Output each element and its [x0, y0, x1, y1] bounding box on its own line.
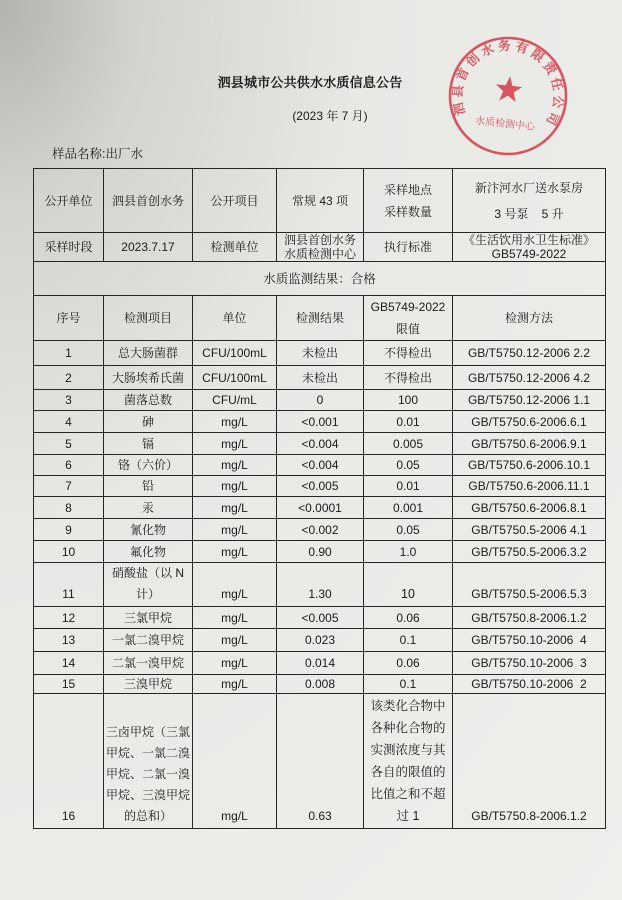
test-result-cell	[277, 411, 364, 433]
test-item-cell	[104, 629, 193, 652]
limit-value: 1.0	[399, 544, 417, 559]
seal-org: 泗县首创水务有限责任公司	[449, 37, 567, 128]
table-row	[34, 433, 606, 455]
test-method-cell	[453, 675, 606, 694]
row-number-cell	[34, 411, 104, 433]
unit-cell	[193, 607, 277, 629]
limit-standard: GB5749-2022	[370, 300, 446, 314]
test-item: 铬（六价）	[117, 458, 178, 472]
limit-value: 0.06	[396, 610, 420, 625]
unit: mg/L	[221, 458, 248, 472]
info-row-period	[34, 233, 606, 262]
test-result: <0.002	[301, 522, 339, 537]
test-item-cell	[104, 497, 193, 519]
test-method: GB/T5750.8-2006.1.2	[471, 610, 587, 625]
row-number-cell	[34, 390, 104, 411]
water-quality-table	[33, 168, 606, 829]
limit-value-cell	[364, 390, 453, 411]
test-item-cell	[104, 341, 193, 366]
test-result: <0.004	[301, 436, 339, 451]
test-item: 砷	[141, 414, 154, 429]
row-number: 11	[62, 587, 75, 601]
row-number: 1	[65, 346, 72, 360]
monitoring-result: 水质监测结果：合格	[34, 262, 606, 296]
test-result: <0.001	[301, 414, 339, 429]
period-value: 2023.7.17	[104, 233, 193, 262]
test-result-cell	[277, 652, 364, 675]
limit-value: 0.001	[392, 500, 424, 515]
table-row	[34, 607, 606, 629]
lab-line: 水质检测中心	[283, 247, 356, 261]
star-icon	[494, 75, 523, 103]
test-method-cell	[453, 652, 606, 675]
unit: mg/L	[221, 500, 248, 515]
table-row	[34, 652, 606, 675]
unit-cell	[193, 390, 277, 411]
test-result-cell	[277, 629, 364, 652]
table-row	[34, 341, 606, 366]
test-item-cell	[104, 541, 193, 563]
row-number-cell	[34, 675, 104, 694]
test-method-cell	[453, 607, 606, 629]
limit-value: 不得检出	[383, 346, 432, 360]
test-method: GB/T5750.10-2006 4	[471, 633, 587, 647]
unit: CFU/100mL	[202, 346, 267, 360]
test-method-cell	[453, 476, 606, 497]
limit-value: 0.06	[396, 656, 420, 670]
row-number: 6	[65, 458, 72, 472]
limit-value-cell	[364, 497, 453, 519]
unit-cell	[193, 341, 277, 366]
test-item-cell	[104, 694, 193, 829]
unit: mg/L	[221, 436, 248, 451]
limit-value: 0.05	[396, 458, 420, 472]
limit-value: 该类化合物中各种化合物的实测浓度与其各自的限值的比值之和不超过 1	[370, 699, 446, 823]
test-method: GB/T5750.5-2006 4.1	[471, 522, 587, 537]
row-number: 10	[61, 544, 76, 559]
test-result-cell	[277, 541, 364, 563]
limit-value-cell	[364, 563, 453, 607]
test-method: GB/T5750.6-2006.10.1	[467, 458, 591, 472]
test-item: 汞	[141, 500, 154, 515]
row-number-cell	[34, 541, 104, 563]
limit-value-cell	[364, 455, 453, 476]
row-number: 13	[61, 633, 76, 647]
result-row	[34, 262, 606, 296]
standard-name: 《生活饮用水卫生标准》	[462, 233, 595, 247]
row-number-cell	[34, 694, 104, 829]
unit-cell	[193, 519, 277, 541]
publisher-label: 公开单位	[34, 169, 104, 233]
unit: CFU/mL	[212, 393, 257, 407]
scope-label: 公开项目	[193, 169, 277, 233]
test-method: GB/T5750.6-2006.6.1	[471, 414, 587, 429]
test-result-cell	[277, 476, 364, 497]
test-result-cell	[277, 563, 364, 607]
unit-cell	[193, 563, 277, 607]
col-header-method: 检测方法	[453, 296, 606, 341]
test-item: 硝酸盐（以 N 计）	[111, 566, 184, 601]
limit-label: 限值	[395, 322, 420, 336]
unit-cell	[193, 411, 277, 433]
test-item: 三氯甲烷	[123, 610, 172, 625]
period-label: 采样时段	[34, 233, 104, 262]
site-label: 采样地点	[383, 182, 432, 197]
col-header-result: 检测结果	[277, 296, 364, 341]
seal-stamp	[440, 28, 576, 164]
row-number-cell	[34, 341, 104, 366]
unit: mg/L	[221, 633, 248, 647]
test-result-cell	[277, 390, 364, 411]
row-number-cell	[34, 607, 104, 629]
seal-dept: 水质检测中心	[474, 115, 536, 133]
test-result-cell	[277, 455, 364, 476]
table-row	[34, 411, 606, 433]
test-method-cell	[453, 629, 606, 652]
test-item-cell	[104, 652, 193, 675]
test-result: <0.005	[301, 610, 339, 625]
document-title: 泗县城市公共供水水质信息公告	[217, 75, 403, 90]
info-row-publisher	[34, 169, 606, 233]
test-result: 0.63	[308, 809, 332, 823]
row-number-cell	[34, 455, 104, 476]
test-item-cell	[104, 563, 193, 607]
unit-cell	[193, 433, 277, 455]
test-result-cell	[277, 497, 364, 519]
test-method-cell	[453, 455, 606, 476]
test-result: 0.014	[304, 656, 336, 670]
table-header	[34, 296, 606, 341]
test-result: 未检出	[301, 370, 338, 385]
limit-value: 0.005	[392, 436, 424, 451]
unit: mg/L	[221, 414, 248, 429]
test-item-cell	[104, 607, 193, 629]
row-number-cell	[34, 652, 104, 675]
site-quantity-labels	[364, 169, 453, 233]
unit: mg/L	[221, 677, 248, 691]
table-row	[34, 563, 606, 607]
table-row	[34, 497, 606, 519]
lab-value	[277, 233, 364, 262]
limit-value: 0.01	[396, 479, 420, 493]
unit-cell	[193, 629, 277, 652]
test-method: GB/T5750.12-2006 1.1	[467, 393, 591, 407]
test-item: 大肠埃希氏菌	[111, 370, 184, 385]
test-method: GB/T5750.5-2006.3.2	[471, 544, 587, 559]
test-item-cell	[104, 433, 193, 455]
test-item-cell	[104, 411, 193, 433]
test-method-cell	[453, 390, 606, 411]
limit-value-cell	[364, 341, 453, 366]
test-result: <0.005	[301, 479, 339, 493]
test-method: GB/T5750.10-2006 3	[471, 656, 587, 670]
limit-value: 100	[397, 393, 419, 407]
test-method: GB/T5750.8-2006.1.2	[471, 809, 587, 823]
row-number-cell	[34, 519, 104, 541]
row-number: 8	[65, 500, 72, 515]
test-result-cell	[277, 433, 364, 455]
document-period: (2023 年 7 月)	[292, 109, 368, 123]
test-method: GB/T5750.6-2006.8.1	[471, 500, 587, 515]
limit-value: 0.1	[399, 677, 417, 691]
sample-name: 样品名称:出厂水	[52, 147, 143, 161]
test-method-cell	[453, 366, 606, 390]
test-item: 镉	[141, 436, 154, 451]
unit: mg/L	[221, 656, 248, 670]
test-result: 1.30	[308, 587, 332, 601]
test-result-cell	[277, 519, 364, 541]
test-method: GB/T5750.12-2006 2.2	[467, 346, 591, 360]
site-value: 新汴河水厂送水泵房	[474, 180, 583, 195]
test-method-cell	[453, 411, 606, 433]
row-number: 15	[61, 677, 76, 691]
limit-value: 10	[401, 587, 415, 601]
quantity-value: 3 号泵 5 升	[494, 206, 564, 221]
unit-cell	[193, 652, 277, 675]
lab-line: 泗县首创水务	[283, 233, 356, 247]
unit: mg/L	[221, 610, 248, 625]
test-item-cell	[104, 519, 193, 541]
limit-value-cell	[364, 652, 453, 675]
test-method: GB/T5750.6-2006.11.1	[468, 479, 590, 493]
unit-cell	[193, 476, 277, 497]
test-method-cell	[453, 341, 606, 366]
test-method-cell	[453, 497, 606, 519]
row-number-cell	[34, 497, 104, 519]
unit: mg/L	[221, 544, 248, 559]
row-number: 14	[61, 656, 76, 670]
test-method-cell	[453, 541, 606, 563]
col-header-item: 检测项目	[104, 296, 193, 341]
limit-value-cell	[364, 541, 453, 563]
limit-value: 不得检出	[383, 370, 432, 385]
limit-value-cell	[364, 519, 453, 541]
test-result: 0.90	[308, 544, 332, 559]
row-number: 12	[61, 610, 76, 625]
unit-cell	[193, 694, 277, 829]
table-row	[34, 694, 606, 829]
test-method: GB/T5750.10-2006 2	[471, 677, 587, 691]
limit-value-cell	[364, 433, 453, 455]
row-number: 4	[65, 414, 72, 429]
test-result-cell	[277, 341, 364, 366]
test-result: 未检出	[301, 346, 338, 360]
test-item: 总大肠菌群	[117, 346, 178, 360]
limit-value: 0.1	[399, 633, 417, 647]
row-number-cell	[34, 629, 104, 652]
table-row	[34, 476, 606, 497]
table-row	[34, 519, 606, 541]
col-header-no: 序号	[34, 296, 104, 341]
test-result: 0	[316, 393, 324, 407]
test-item-cell	[104, 390, 193, 411]
table-row	[34, 366, 606, 390]
unit-cell	[193, 541, 277, 563]
test-item-cell	[104, 675, 193, 694]
test-result: <0.0001	[298, 500, 342, 515]
test-method: GB/T5750.12-2006 4.2	[467, 370, 591, 385]
test-method-cell	[453, 433, 606, 455]
row-number-cell	[34, 563, 104, 607]
test-item: 二氯一溴甲烷	[111, 656, 184, 670]
standard-value	[453, 233, 606, 262]
publisher-value: 泗县首创水务	[104, 169, 193, 233]
table-row	[34, 629, 606, 652]
site-quantity-values	[453, 169, 606, 233]
limit-value: 0.05	[396, 522, 420, 537]
standard-code: GB5749-2022	[491, 247, 567, 261]
row-number-cell	[34, 366, 104, 390]
unit: mg/L	[221, 479, 248, 493]
test-result-cell	[277, 694, 364, 829]
standard-label: 执行标准	[364, 233, 453, 262]
col-header-unit: 单位	[193, 296, 277, 341]
test-item: 三溴甲烷	[123, 677, 172, 691]
table-row	[34, 541, 606, 563]
scope-value: 常规 43 项	[277, 169, 364, 233]
row-number-cell	[34, 476, 104, 497]
table-body	[34, 341, 606, 829]
test-item: 氟化物	[129, 544, 166, 559]
limit-value-cell	[364, 476, 453, 497]
row-number: 5	[65, 436, 72, 451]
limit-value-cell	[364, 675, 453, 694]
unit-cell	[193, 455, 277, 476]
table-row	[34, 455, 606, 476]
test-item: 一氯二溴甲烷	[111, 633, 184, 647]
row-number: 3	[65, 393, 72, 407]
test-result-cell	[277, 675, 364, 694]
unit: mg/L	[221, 587, 248, 601]
unit-cell	[193, 497, 277, 519]
limit-value-cell	[364, 694, 453, 829]
test-method: GB/T5750.5-2006.5.3	[471, 587, 587, 601]
test-item: 三卤甲烷（三氯甲烷、一氯二溴甲烷、二氯一溴甲烷、三溴甲烷的总和）	[106, 725, 191, 823]
unit-cell	[193, 675, 277, 694]
unit: CFU/100mL	[202, 370, 267, 385]
limit-value: 0.01	[396, 414, 420, 429]
test-item-cell	[104, 366, 193, 390]
row-number: 7	[65, 479, 72, 493]
quantity-label: 采样数量	[383, 204, 432, 219]
table-row	[34, 390, 606, 411]
test-item: 铅	[141, 479, 154, 493]
test-item: 菌落总数	[123, 393, 172, 407]
table-row	[34, 675, 606, 694]
unit: mg/L	[221, 809, 248, 823]
limit-value-cell	[364, 629, 453, 652]
unit-cell	[193, 366, 277, 390]
test-item-cell	[104, 455, 193, 476]
test-item-cell	[104, 476, 193, 497]
test-method: GB/T5750.6-2006.9.1	[471, 436, 587, 451]
test-method-cell	[453, 563, 606, 607]
row-number: 9	[65, 522, 72, 537]
test-result-cell	[277, 366, 364, 390]
test-result: 0.023	[304, 633, 336, 647]
test-method-cell	[453, 694, 606, 829]
lab-label: 检测单位	[193, 233, 277, 262]
row-number: 16	[61, 809, 76, 823]
row-number: 2	[65, 370, 72, 385]
test-result: <0.004	[301, 458, 339, 472]
test-method-cell	[453, 519, 606, 541]
limit-value-cell	[364, 366, 453, 390]
test-result: 0.008	[304, 677, 336, 691]
unit: mg/L	[221, 522, 248, 537]
row-number-cell	[34, 433, 104, 455]
limit-value-cell	[364, 607, 453, 629]
limit-value-cell	[364, 411, 453, 433]
test-item: 氰化物	[129, 522, 166, 537]
test-result-cell	[277, 607, 364, 629]
col-header-limit	[364, 296, 453, 341]
